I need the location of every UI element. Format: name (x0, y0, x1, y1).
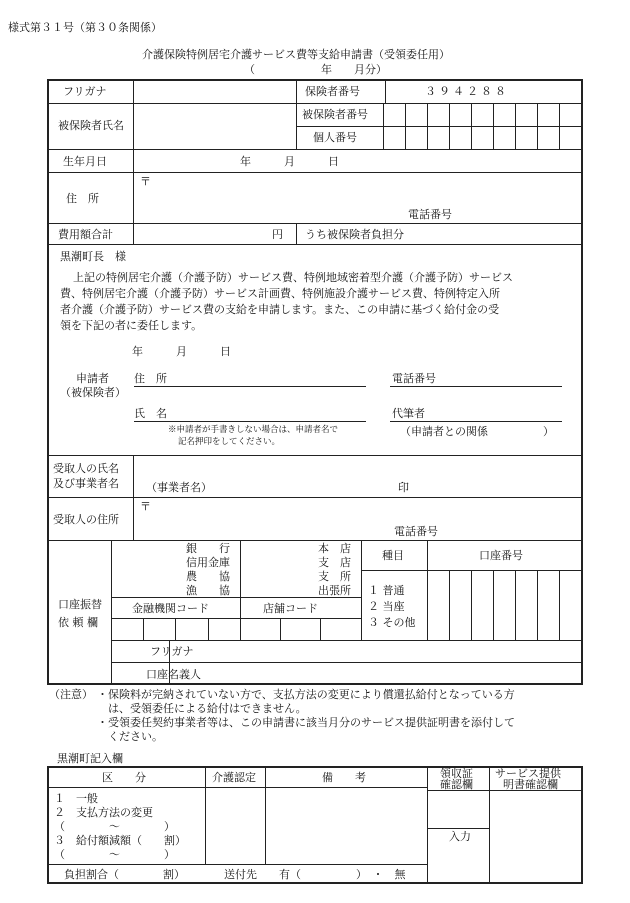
inst-type-nokyo: 農 協 (186, 570, 230, 583)
insured-number-label: 被保険者番号 (302, 108, 368, 121)
note-line-2: は、受領委任による給付はできません。 (97, 702, 307, 715)
body-line-2: 費、特例居宅介護（介護予防）サービス計画費、特例施設介護サービス費、特例特定入所 (60, 287, 500, 300)
col-certification: 介護認定 (212, 771, 256, 784)
category-reduction: ３ 給付額減額（ 割） (54, 834, 186, 847)
transfer-label: 口座振替 (58, 598, 102, 611)
category-payment-change: ２ 支払方法の変更 (54, 806, 153, 819)
inst-type-shinkin: 信用金庫 (186, 556, 230, 569)
branch-type-office: 支 所 (318, 570, 351, 583)
period: （ 年 月分） (244, 63, 387, 76)
insured-share-label: うち被保険者負担分 (305, 228, 404, 241)
col-receipt: 領収証 (440, 767, 473, 780)
note-line-3: ・受領委任契約事業者等は、この申請書に該当月分のサービス提供証明書を添付して (97, 716, 515, 729)
main-table (47, 79, 583, 685)
col-receipt-sub: 確認欄 (440, 778, 473, 791)
transfer-label-sub: 依 頼 欄 (58, 616, 98, 629)
page-title: 介護保険特例居宅介護サービス費等支給申請書（受領委任用） (142, 48, 450, 61)
business-name: （事業者名） (146, 481, 212, 494)
insured-name-label: 被保険者氏名 (58, 119, 124, 132)
branch-code-label: 店舗コード (263, 602, 318, 615)
recipient-phone-label: 電話番号 (394, 525, 438, 538)
note-line-1: ・保険料が完納されていない方で、支払方法の変更により償還払給付となっている方 (97, 688, 515, 701)
inst-type-gyokyo: 漁 協 (186, 584, 230, 597)
birth-value: 年 月 日 (240, 155, 339, 168)
institution-code-label: 金融機関コード (132, 602, 209, 615)
branch-type-branch: 支 店 (318, 556, 351, 569)
yen-unit: 円 (272, 228, 283, 241)
address-label: 住 所 (66, 192, 99, 205)
postal-mark: 〒 (140, 175, 151, 188)
recipient-business-label: 及び事業者名 (53, 477, 119, 490)
seal-mark: 印 (398, 481, 409, 494)
body-line-3: 者介護（介護予防）サービス費の支給を申請します。また、この申請に基づく給付金の受 (60, 303, 500, 316)
form-number: 様式第３１号（第３０条関係） (8, 21, 162, 34)
applicant-address-label: 住 所 (134, 372, 167, 385)
individual-number-label: 個人番号 (313, 131, 357, 144)
category-label: 種目 (382, 549, 404, 562)
furigana-label: フリガナ (63, 85, 107, 98)
col-category: 区 分 (102, 771, 146, 784)
category-period-2: （ ～ ） (54, 848, 175, 861)
account-furigana-label: フリガナ (150, 645, 194, 658)
request-date: 年 月 日 (132, 345, 231, 358)
inst-type-bank: 銀 行 (186, 542, 230, 555)
category-period-1: （ ～ ） (54, 820, 175, 833)
relation-to-applicant: （申請者との関係 ） (400, 425, 554, 438)
recipient-postal-mark: 〒 (140, 500, 151, 513)
applicant-name-label: 氏 名 (134, 407, 167, 420)
burden-ratio: 負担割合（ 割） (64, 868, 185, 881)
account-type-ordinary: １ 普通 (368, 584, 405, 597)
branch-type-agency: 出張所 (318, 584, 351, 597)
recipient-address-label: 受取人の住所 (53, 513, 119, 526)
body-line-1: 上記の特例居宅介護（介護予防）サービス費、特例地域密着型介護（介護予防）サービス (73, 271, 513, 284)
proxy-label: 代筆者 (392, 407, 425, 420)
body-line-4: 領を下記の者に委任します。 (60, 319, 203, 332)
birth-label: 生年月日 (63, 155, 107, 168)
account-type-other: ３ その他 (368, 616, 416, 629)
applicant-phone-label: 電話番号 (392, 372, 436, 385)
notes-prefix: （注意） (49, 688, 93, 701)
account-number-label: 口座番号 (479, 549, 523, 562)
addressee: 黒潮町長 様 (60, 250, 126, 263)
note-seal: 記名押印をしてください。 (178, 437, 281, 447)
col-remarks: 備 考 (322, 771, 366, 784)
category-general: １ 一般 (54, 792, 98, 805)
office-section-title: 黒潮町記入欄 (57, 752, 123, 765)
note-line-4: ください。 (97, 730, 163, 743)
account-type-current: ２ 当座 (368, 600, 405, 613)
account-holder-label: 口座名義人 (146, 668, 201, 681)
input-label: 入力 (449, 830, 471, 843)
send-to: 送付先 有（ ） ・ 無 (224, 868, 406, 881)
insurer-number-value: ３９４２８８ (425, 85, 509, 98)
phone-label: 電話番号 (408, 208, 452, 221)
branch-type-main: 本 店 (318, 542, 351, 555)
col-service: サービス提供 (495, 767, 561, 780)
applicant-label: 申請者 (76, 372, 109, 385)
cost-total-label: 費用額合計 (58, 228, 113, 241)
insurer-number-label: 保険者番号 (305, 85, 360, 98)
recipient-name-label: 受取人の氏名 (53, 462, 119, 475)
applicant-label-sub: （被保険者） (60, 386, 126, 399)
note-handwriting: ※申請者が手書きしない場合は、申請者名で (168, 425, 339, 435)
col-service-sub: 明書確認欄 (503, 778, 558, 791)
